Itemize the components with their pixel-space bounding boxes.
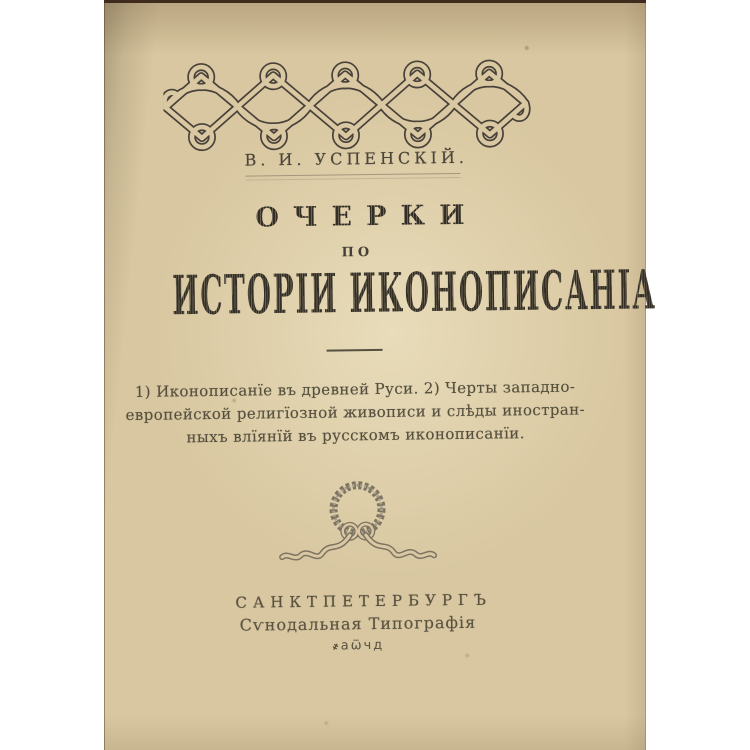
book-page xyxy=(104,0,657,750)
title-line-3: ИСТОРІИ ИКОНОПИСАНІА xyxy=(171,258,657,328)
imprint-publisher: Сѵнодальная Типографія xyxy=(239,612,477,635)
imprint-city: САНКТПЕТЕРБУРГЪ xyxy=(235,590,492,612)
subtitle-line-3: ныхъ влїянїй въ русскомъ иконописанїи. xyxy=(186,424,525,447)
wreath-vignette-icon xyxy=(273,479,442,573)
subtitle-line-1: 1) Иконописанїе въ древней Руси. 2) Черты западно- xyxy=(134,377,576,401)
subtitle-block xyxy=(105,375,606,450)
subtitle-line-2: европейской религїозной живописи и слѣды иностран- xyxy=(125,400,586,425)
page-content xyxy=(100,0,657,750)
author-name: В. И. УСПЕНСКІЙ. xyxy=(244,147,469,170)
title-line-2: ПО xyxy=(341,245,374,261)
imprint-year-cyrillic-numerals: ҂аѿчд xyxy=(332,637,385,654)
divider-rule xyxy=(327,349,383,352)
knotwork-ornament-icon xyxy=(163,58,532,152)
author-underline-rule xyxy=(245,173,460,181)
title-line-1: ОЧЕРКИ xyxy=(255,199,479,234)
